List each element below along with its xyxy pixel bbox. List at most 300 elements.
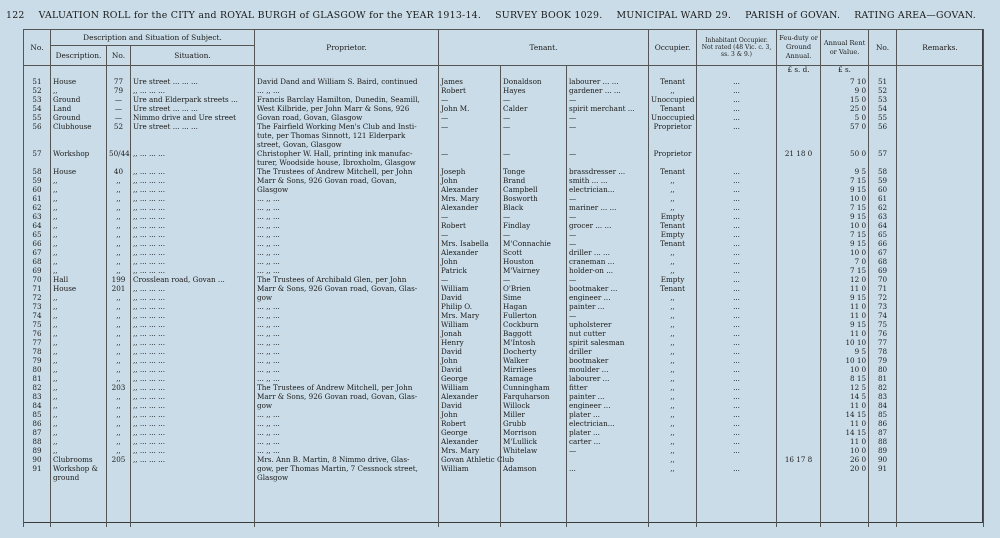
table-row	[24, 474, 984, 483]
entry-annual-value: 25 0	[821, 105, 869, 114]
entry-annual-value: 9 15	[821, 186, 869, 195]
entry-situation: ,, ... ... ...	[131, 87, 255, 96]
tenant-occupation: ...	[567, 465, 649, 474]
entry-annual-value: 14 15	[821, 429, 869, 438]
entry-number: ,,	[107, 222, 131, 231]
entry-no-right: 58	[869, 168, 897, 177]
tenant-forename: Alexander	[439, 186, 501, 195]
entry-remarks	[897, 456, 984, 465]
tenant-forename: Mrs. Mary	[439, 447, 501, 456]
tenant-occupation: —	[567, 96, 649, 105]
entry-occupier: ,,	[649, 330, 697, 339]
entry-proprietor: ... ,, ...	[255, 357, 439, 366]
entry-feu-duty	[777, 393, 821, 402]
entry-remarks	[897, 339, 984, 348]
entry-remarks	[897, 267, 984, 276]
entry-proprietor: Marr & Sons, 926 Govan road, Govan,	[255, 177, 439, 186]
tenant-surname: —	[501, 276, 567, 285]
entry-inhabitant: ...	[697, 411, 777, 420]
entry-proprietor: ... ,, ...	[255, 411, 439, 420]
entry-remarks	[897, 177, 984, 186]
entry-no: 72	[24, 294, 51, 303]
tenant-surname: Grubb	[501, 420, 567, 429]
entry-occupier	[649, 132, 697, 141]
entry-no-right: 72	[869, 294, 897, 303]
entry-number: —	[107, 114, 131, 123]
tenant-occupation	[567, 474, 649, 483]
rating-area: RATING AREA—GOVAN.	[854, 9, 976, 21]
tenant-surname: —	[501, 114, 567, 123]
entry-feu-duty	[777, 105, 821, 114]
entry-annual-value: 10 0	[821, 447, 869, 456]
entry-no	[24, 132, 51, 141]
entry-no: 87	[24, 429, 51, 438]
entry-number: 52	[107, 123, 131, 132]
entry-situation: ,, ... ... ...	[131, 429, 255, 438]
entry-remarks	[897, 276, 984, 285]
entry-proprietor: ... ,, ...	[255, 447, 439, 456]
entry-no-right: 59	[869, 177, 897, 186]
entry-occupier: ,,	[649, 447, 697, 456]
entry-no-right: 78	[869, 348, 897, 357]
table-row	[24, 465, 984, 474]
entry-feu-duty	[777, 258, 821, 267]
tenant-surname: Black	[501, 204, 567, 213]
entry-proprietor: ... ,, ...	[255, 87, 439, 96]
tenant-surname: M'Connachie	[501, 240, 567, 249]
entry-situation: ,, ... ... ...	[131, 285, 255, 294]
entry-no-right: 64	[869, 222, 897, 231]
entry-situation: ,, ... ... ...	[131, 357, 255, 366]
entry-no-right: 62	[869, 204, 897, 213]
entry-situation: ,, ... ... ...	[131, 204, 255, 213]
entry-feu-duty	[777, 213, 821, 222]
entry-annual-value: 9 15	[821, 294, 869, 303]
entry-annual-value: 9 5	[821, 168, 869, 177]
entry-inhabitant: ...	[697, 402, 777, 411]
entry-annual-value: 15 0	[821, 96, 869, 105]
entry-number: ,,	[107, 420, 131, 429]
entry-remarks	[897, 294, 984, 303]
entry-feu-duty	[777, 474, 821, 483]
entry-occupier: Proprietor	[649, 123, 697, 132]
entry-no-right: 76	[869, 330, 897, 339]
page-number: 122	[6, 9, 25, 21]
entry-proprietor: Govan road, Govan, Glasgow	[255, 114, 439, 123]
entry-situation: ,, ... ... ...	[131, 411, 255, 420]
entry-feu-duty	[777, 177, 821, 186]
entry-remarks	[897, 321, 984, 330]
entry-proprietor: ... ,, ...	[255, 267, 439, 276]
entry-feu-duty	[777, 186, 821, 195]
tenant-forename: —	[439, 123, 501, 132]
entry-proprietor: David Dand and William S. Baird, continued	[255, 76, 439, 87]
entry-number: ,,	[107, 186, 131, 195]
tenant-occupation: upholsterer	[567, 321, 649, 330]
entry-no-right: 73	[869, 303, 897, 312]
entry-remarks	[897, 96, 984, 105]
entry-no-right: 57	[869, 150, 897, 159]
tenant-forename: Philip O.	[439, 303, 501, 312]
tenant-surname: Whitelaw	[501, 447, 567, 456]
entry-no-right: 53	[869, 96, 897, 105]
entry-number: ,,	[107, 447, 131, 456]
entry-proprietor: Glasgow	[255, 186, 439, 195]
entry-no-right: 83	[869, 393, 897, 402]
tenant-surname: Ramage	[501, 375, 567, 384]
tenant-occupation: —	[567, 447, 649, 456]
tenant-forename: Alexander	[439, 204, 501, 213]
entry-number	[107, 132, 131, 141]
entry-inhabitant: ...	[697, 267, 777, 276]
entry-number: ,,	[107, 321, 131, 330]
tenant-surname: Miller	[501, 411, 567, 420]
tenant-occupation	[567, 132, 649, 141]
tenant-surname	[501, 141, 567, 150]
entry-annual-value: 11 0	[821, 402, 869, 411]
entry-no: 80	[24, 366, 51, 375]
entry-feu-duty	[777, 222, 821, 231]
entry-remarks	[897, 76, 984, 87]
entry-remarks	[897, 186, 984, 195]
entry-occupier: Tenant	[649, 76, 697, 87]
entry-description: ,,	[51, 249, 107, 258]
entry-no: 86	[24, 420, 51, 429]
tenant-surname: Donaldson	[501, 76, 567, 87]
entry-remarks	[897, 204, 984, 213]
col-situation: Situation.	[131, 46, 255, 66]
entry-number	[107, 474, 131, 483]
tenant-surname: Docherty	[501, 348, 567, 357]
entry-number: ,,	[107, 348, 131, 357]
entry-no-right: 54	[869, 105, 897, 114]
entry-annual-value: 11 0	[821, 303, 869, 312]
entry-annual-value: 7 10	[821, 76, 869, 87]
entry-proprietor: ... ,, ...	[255, 348, 439, 357]
tenant-occupation: spirit merchant ...	[567, 105, 649, 114]
tenant-surname: Tonge	[501, 168, 567, 177]
entry-no: 59	[24, 177, 51, 186]
entry-occupier: Unoccupied	[649, 114, 697, 123]
entry-number: ,,	[107, 258, 131, 267]
tenant-forename: —	[439, 231, 501, 240]
entry-remarks	[897, 438, 984, 447]
entry-feu-duty	[777, 195, 821, 204]
filler-row	[24, 483, 984, 527]
tenant-occupation: fitter	[567, 384, 649, 393]
col-remarks: Remarks.	[897, 30, 984, 66]
entry-inhabitant: ...	[697, 231, 777, 240]
entry-feu-duty	[777, 420, 821, 429]
tenant-forename: George	[439, 375, 501, 384]
entry-proprietor: turer, Woodside house, Ibroxholm, Glasgow	[255, 159, 439, 168]
entry-proprietor: Francis Barclay Hamilton, Dunedin, Seamill,	[255, 96, 439, 105]
tenant-surname: Cunningham	[501, 384, 567, 393]
entry-occupier: Tenant	[649, 105, 697, 114]
entry-occupier: ,,	[649, 312, 697, 321]
entry-situation: ,, ... ... ...	[131, 438, 255, 447]
tenant-occupation: —	[567, 123, 649, 132]
entry-situation: ,, ... ... ...	[131, 213, 255, 222]
entry-annual-value: 12 0	[821, 276, 869, 285]
tenant-occupation: spirit salesman	[567, 339, 649, 348]
tenant-occupation	[567, 456, 649, 465]
entry-feu-duty	[777, 312, 821, 321]
entry-feu-duty	[777, 366, 821, 375]
tenant-occupation: —	[567, 276, 649, 285]
entry-description: ,,	[51, 447, 107, 456]
entry-no: 82	[24, 384, 51, 393]
entry-remarks	[897, 285, 984, 294]
entry-occupier: ,,	[649, 366, 697, 375]
entry-feu-duty	[777, 411, 821, 420]
table-row	[24, 123, 984, 132]
tenant-surname: Campbell	[501, 186, 567, 195]
entry-occupier: ,,	[649, 186, 697, 195]
entry-feu-duty	[777, 339, 821, 348]
entry-no: 79	[24, 357, 51, 366]
entry-annual-value: 9 5	[821, 348, 869, 357]
entry-inhabitant: ...	[697, 213, 777, 222]
entry-situation: ,, ... ... ...	[131, 231, 255, 240]
entry-remarks	[897, 240, 984, 249]
tenant-occupation: —	[567, 312, 649, 321]
entry-proprietor: Glasgow	[255, 474, 439, 483]
tenant-forename: —	[439, 96, 501, 105]
entry-annual-value	[821, 132, 869, 141]
entry-number: 201	[107, 285, 131, 294]
tenant-occupation: smith ... ...	[567, 177, 649, 186]
entry-no: 58	[24, 168, 51, 177]
entry-number: ,,	[107, 204, 131, 213]
entry-annual-value: 11 0	[821, 420, 869, 429]
entry-inhabitant: ...	[697, 366, 777, 375]
entry-annual-value: 10 10	[821, 357, 869, 366]
entry-inhabitant: ...	[697, 348, 777, 357]
entry-proprietor: Marr & Sons, 926 Govan road, Govan, Glas-	[255, 393, 439, 402]
tenant-forename: Alexander	[439, 249, 501, 258]
entry-occupier: Empty	[649, 231, 697, 240]
entry-inhabitant: ...	[697, 105, 777, 114]
entry-annual-value: 26 0	[821, 456, 869, 465]
entry-occupier: ,,	[649, 384, 697, 393]
tenant-forename: William	[439, 465, 501, 474]
entry-no-right: 60	[869, 186, 897, 195]
entry-number: 199	[107, 276, 131, 285]
tenant-occupation: mariner ... ...	[567, 204, 649, 213]
entry-description: House	[51, 76, 107, 87]
entry-occupier: ,,	[649, 411, 697, 420]
entry-no: 83	[24, 393, 51, 402]
entry-situation: ,, ... ... ...	[131, 186, 255, 195]
tenant-surname	[501, 474, 567, 483]
entry-occupier: ,,	[649, 339, 697, 348]
tenant-forename: John	[439, 177, 501, 186]
entry-remarks	[897, 411, 984, 420]
entry-description: ,,	[51, 375, 107, 384]
entry-proprietor: ... ,, ...	[255, 429, 439, 438]
entry-description: Clubrooms	[51, 456, 107, 465]
entry-feu-duty	[777, 96, 821, 105]
entry-no-right: 89	[869, 447, 897, 456]
entry-annual-value: 10 0	[821, 249, 869, 258]
entry-number: 203	[107, 384, 131, 393]
entry-no-right: 65	[869, 231, 897, 240]
col-feu-duty: Feu-duty or Ground Annual.	[777, 30, 821, 66]
entry-remarks	[897, 375, 984, 384]
entry-description: House	[51, 168, 107, 177]
tenant-occupation: electrician...	[567, 420, 649, 429]
entry-annual-value: 9 15	[821, 321, 869, 330]
entry-description: Clubhouse	[51, 123, 107, 132]
entry-no: 61	[24, 195, 51, 204]
entry-inhabitant: ...	[697, 303, 777, 312]
entry-situation: ,, ... ... ...	[131, 366, 255, 375]
entry-description: ,,	[51, 213, 107, 222]
tenant-surname: Baggott	[501, 330, 567, 339]
entry-inhabitant: ...	[697, 312, 777, 321]
valuation-table	[23, 29, 984, 527]
entry-description: ,,	[51, 357, 107, 366]
entry-annual-value: 10 10	[821, 339, 869, 348]
tenant-surname: Mirrilees	[501, 366, 567, 375]
tenant-surname: Hayes	[501, 87, 567, 96]
entry-no-right: 77	[869, 339, 897, 348]
entry-occupier: ,,	[649, 258, 697, 267]
tenant-forename: Robert	[439, 222, 501, 231]
entry-inhabitant: ...	[697, 339, 777, 348]
entry-no: 53	[24, 96, 51, 105]
entry-number: ,,	[107, 339, 131, 348]
entry-no: 62	[24, 204, 51, 213]
entry-inhabitant: ...	[697, 330, 777, 339]
entry-situation: ,, ... ... ...	[131, 177, 255, 186]
entry-no-right: 52	[869, 87, 897, 96]
entry-number: 40	[107, 168, 131, 177]
col-proprietor: Proprietor.	[255, 30, 439, 66]
entry-occupier: ,,	[649, 456, 697, 465]
entry-number: ,,	[107, 213, 131, 222]
entry-situation: ,, ... ... ...	[131, 249, 255, 258]
entry-remarks	[897, 141, 984, 150]
tenant-surname: —	[501, 123, 567, 132]
entry-description: ,,	[51, 330, 107, 339]
entry-situation: ,, ... ... ...	[131, 168, 255, 177]
tenant-occupation: bootmaker ...	[567, 285, 649, 294]
entry-number: —	[107, 96, 131, 105]
col-number: No.	[107, 46, 131, 66]
entry-description: ,,	[51, 240, 107, 249]
entry-inhabitant: ...	[697, 168, 777, 177]
entry-remarks	[897, 393, 984, 402]
entry-annual-value: 50 0	[821, 150, 869, 159]
entry-proprietor: ... ,, ...	[255, 312, 439, 321]
entry-occupier: Proprietor	[649, 150, 697, 159]
entry-inhabitant: ...	[697, 357, 777, 366]
entry-occupier: ,,	[649, 87, 697, 96]
entry-no: 51	[24, 76, 51, 87]
entry-situation: Crosslean road, Govan ...	[131, 276, 255, 285]
entry-feu-duty	[777, 132, 821, 141]
entry-occupier: ,,	[649, 357, 697, 366]
tenant-forename: William	[439, 285, 501, 294]
entry-inhabitant: ...	[697, 420, 777, 429]
entry-occupier: ,,	[649, 375, 697, 384]
entry-description: ,,	[51, 87, 107, 96]
tenant-occupation: engineer ...	[567, 402, 649, 411]
entry-proprietor: ... ,, ...	[255, 420, 439, 429]
tenant-forename: —	[439, 114, 501, 123]
entry-feu-duty	[777, 168, 821, 177]
entry-no: 73	[24, 303, 51, 312]
entry-feu-duty	[777, 249, 821, 258]
entry-no-right: 61	[869, 195, 897, 204]
entry-feu-duty	[777, 231, 821, 240]
tenant-surname: Morrison	[501, 429, 567, 438]
entry-no: 64	[24, 222, 51, 231]
entry-description: House	[51, 285, 107, 294]
entry-occupier: Tenant	[649, 240, 697, 249]
entry-description: Ground	[51, 96, 107, 105]
tenant-occupation: gardener ... ...	[567, 87, 649, 96]
tenant-occupation: painter ...	[567, 303, 649, 312]
tenant-occupation: —	[567, 240, 649, 249]
tenant-forename: Robert	[439, 420, 501, 429]
entry-number: ,,	[107, 231, 131, 240]
entry-no-right	[869, 132, 897, 141]
tenant-occupation: —	[567, 150, 649, 159]
entry-remarks	[897, 357, 984, 366]
tenant-occupation: —	[567, 213, 649, 222]
entry-no-right: 90	[869, 456, 897, 465]
entry-no-right: 79	[869, 357, 897, 366]
entry-remarks	[897, 366, 984, 375]
entry-remarks	[897, 447, 984, 456]
municipal-ward: MUNICIPAL WARD 29.	[616, 9, 732, 21]
entry-number: ,,	[107, 438, 131, 447]
entry-annual-value: 7 15	[821, 231, 869, 240]
entry-number: ,,	[107, 177, 131, 186]
entry-situation: ,, ... ... ...	[131, 150, 255, 159]
entry-situation: Ure street ... ... ...	[131, 105, 255, 114]
tenant-occupation: labourer ... ...	[567, 76, 649, 87]
tenant-forename: Henry	[439, 339, 501, 348]
entry-description: ,,	[51, 429, 107, 438]
entry-feu-duty	[777, 357, 821, 366]
entry-inhabitant: ...	[697, 285, 777, 294]
entry-no: 70	[24, 276, 51, 285]
entry-no-right: 81	[869, 375, 897, 384]
entry-situation: ,, ... ... ...	[131, 384, 255, 393]
entry-description: ,,	[51, 312, 107, 321]
entry-no-right: 84	[869, 402, 897, 411]
entry-no: 60	[24, 186, 51, 195]
entry-number: 205	[107, 456, 131, 465]
entry-inhabitant: ...	[697, 375, 777, 384]
tenant-forename: Joseph	[439, 168, 501, 177]
entry-description: ,,	[51, 258, 107, 267]
entry-number: ,,	[107, 402, 131, 411]
entry-situation: Ure street ... ... ...	[131, 123, 255, 132]
entry-number: ,,	[107, 366, 131, 375]
entry-feu-duty	[777, 285, 821, 294]
table-row	[24, 76, 984, 87]
entry-no-right: 91	[869, 465, 897, 474]
entry-occupier: ,,	[649, 393, 697, 402]
tenant-occupation: brassdresser ...	[567, 168, 649, 177]
tenant-surname: Hagan	[501, 303, 567, 312]
table-row	[24, 150, 984, 159]
